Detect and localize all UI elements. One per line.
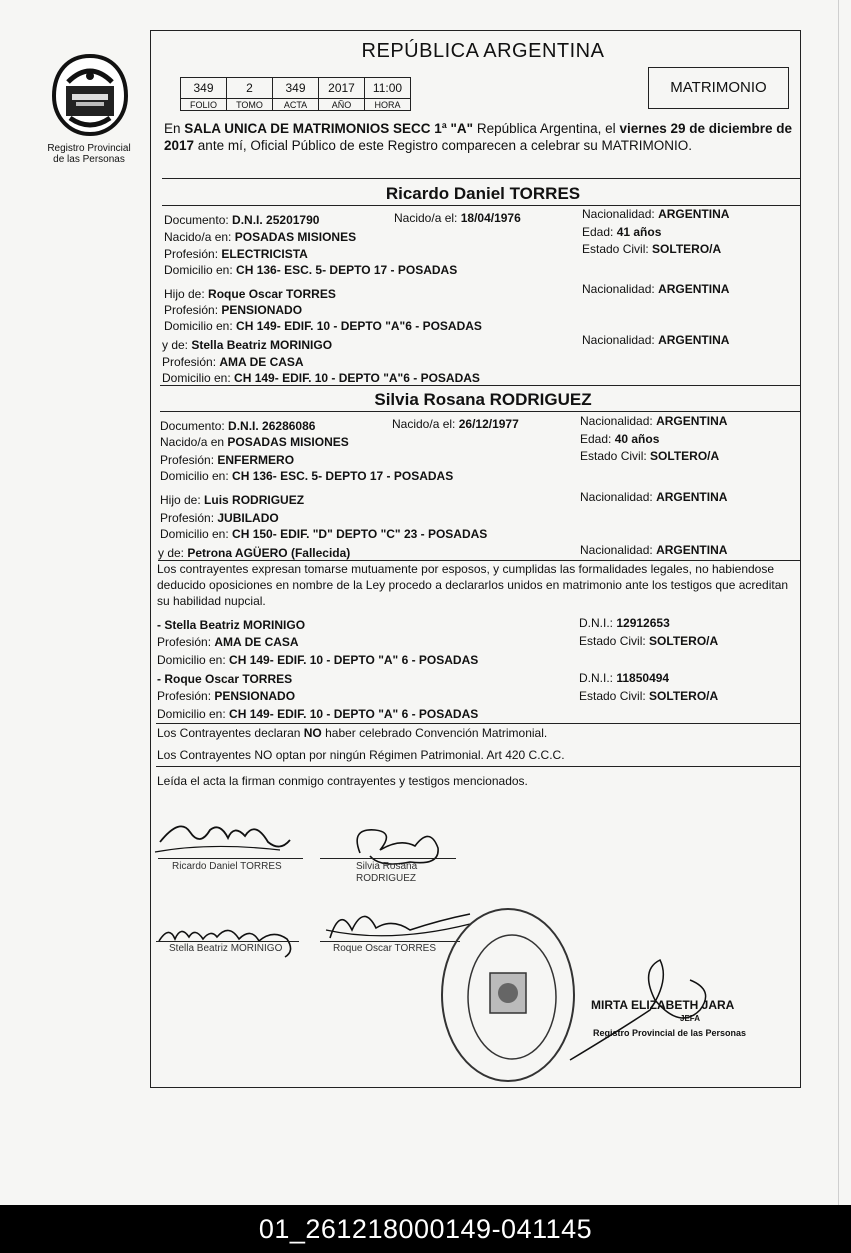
- spouse1-domicilio: Domicilio en: CH 136- ESC. 5- DEPTO 17 - POSADAS: [164, 263, 458, 277]
- divider: [162, 205, 801, 206]
- official-role: JEFA: [680, 1014, 701, 1023]
- witness2-dni: D.N.I.: 11850494: [579, 671, 670, 685]
- spouse2-domicilio: Domicilio en: CH 136- ESC. 5- DEPTO 17 - POSADAS: [160, 469, 454, 483]
- folio-label: FOLIO: [181, 99, 227, 111]
- divider: [156, 766, 801, 767]
- spouse2-profesion: Profesión: ENFERMERO: [160, 453, 295, 467]
- spouse2-padre-domicilio: Domicilio en: CH 150- EDIF. "D" DEPTO "C" 23 - POSADAS: [160, 527, 488, 541]
- signature-name-1: Ricardo Daniel TORRES: [172, 861, 282, 872]
- registry-name: [30, 143, 148, 165]
- signature-name-3: Stella Beatriz MORINIGO: [169, 943, 283, 954]
- page-edge: [838, 0, 839, 1205]
- official-office: Registro Provincial de las Personas: [593, 1028, 747, 1038]
- spouse1-padre-nacionalidad: Nacionalidad: ARGENTINA: [582, 282, 730, 296]
- signature-name-4: Roque Oscar TORRES: [333, 943, 437, 954]
- spouse2-documento: Documento: D.N.I. 26286086: [160, 419, 316, 433]
- spouse2-padre-profesion: Profesión: JUBILADO: [160, 511, 279, 525]
- regimen-text: Los Contrayentes NO optan por ningún Régimen Patrimonial. Art 420 C.C.C.: [157, 748, 565, 762]
- spouse1-padre: Hijo de: Roque Oscar TORRES: [164, 287, 336, 301]
- divider: [160, 385, 801, 386]
- footer-code: 01_261218000149-041145: [0, 1205, 851, 1253]
- spouse2-nacido-el: Nacido/a el: 26/12/1977: [392, 417, 519, 431]
- witness1-profesion: Profesión: AMA DE CASA: [157, 635, 299, 649]
- intro-date: viernes 29 de diciembre de 2017: [164, 121, 793, 153]
- intro-text-3: ante mí, Oficial Público de este Registro comparecen a celebrar su MATRIMONIO.: [194, 138, 692, 153]
- signature-stella-icon: [155, 915, 305, 961]
- spouse1-madre-domicilio: Domicilio en: CH 149- EDIF. 10 - DEPTO "A"6 - POSADAS: [162, 371, 480, 385]
- spouse2-nacionalidad: Nacionalidad: ARGENTINA: [580, 414, 728, 428]
- spouse2-padre: Hijo de: Luis RODRIGUEZ: [160, 493, 305, 507]
- document-type-box: MATRIMONIO: [648, 67, 789, 109]
- signature-name-2a: Silvia Rosana: [356, 861, 418, 872]
- declaration-paragraph: Los contrayentes expresan tomarse mutuamente por esposos, y cumplidas las formalidades legales, no habiendose deducido oposiciones en nombre de la Ley procedo a declararlos unidos en matrimonio ante los testigos que acreditan su habilidad nupcial.: [157, 562, 789, 608]
- spouse1-edad: Edad: 41 años: [582, 225, 662, 239]
- registry-name-line2: de las Personas: [53, 154, 125, 165]
- acta-value: 349: [273, 78, 319, 99]
- official-stamp-icon: [438, 905, 578, 1085]
- leida-text: Leída el acta la firman conmigo contrayentes y testigos mencionados.: [157, 774, 528, 788]
- witness2-profesion: Profesión: PENSIONADO: [157, 689, 296, 703]
- witness1-dni: D.N.I.: 12912653: [579, 616, 670, 630]
- divider: [162, 178, 801, 179]
- witness1-name: - Stella Beatriz MORINIGO: [157, 618, 306, 632]
- spouse1-documento: Documento: D.N.I. 25201790: [164, 213, 320, 227]
- intro-office: SALA UNICA DE MATRIMONIOS SECC 1ª "A": [184, 121, 474, 136]
- spouse2-madre: y de: Petrona AGÜERO (Fallecida): [158, 546, 351, 560]
- convencion-text: Los Contrayentes declaran NO haber celebrado Convención Matrimonial.: [157, 726, 548, 740]
- spouse1-madre: y de: Stella Beatriz MORINIGO: [162, 338, 333, 352]
- province-seal-icon: [50, 52, 130, 138]
- spouse1-madre-nacionalidad: Nacionalidad: ARGENTINA: [582, 333, 730, 347]
- spouse1-nacido-en: Nacido/a en: POSADAS MISIONES: [164, 230, 357, 244]
- tomo-value: 2: [227, 78, 273, 99]
- spouse1-madre-profesion: Profesión: AMA DE CASA: [162, 355, 304, 369]
- spouse2-estado-civil: Estado Civil: SOLTERO/A: [580, 449, 720, 463]
- divider: [160, 411, 801, 412]
- spouse1-profesion: Profesión: ELECTRICISTA: [164, 247, 308, 261]
- spouse1-nacionalidad: Nacionalidad: ARGENTINA: [582, 207, 730, 221]
- witness1-estado-civil: Estado Civil: SOLTERO/A: [579, 634, 719, 648]
- spouse1-padre-profesion: Profesión: PENSIONADO: [164, 303, 303, 317]
- intro-text-1: En: [164, 121, 185, 136]
- divider: [156, 723, 801, 724]
- spouse1-name: Ricardo Daniel TORRES: [385, 184, 581, 203]
- witness1-domicilio: Domicilio en: CH 149- EDIF. 10 - DEPTO "A" 6 - POSADAS: [157, 653, 479, 667]
- folio-value: 349: [181, 78, 227, 99]
- page-title: REPÚBLICA ARGENTINA: [361, 40, 605, 62]
- acta-label: ACTA: [273, 99, 319, 111]
- official-name: MIRTA ELIZABETH JARA: [591, 998, 735, 1012]
- record-codes-table: [180, 77, 411, 111]
- signature-line: [320, 858, 456, 859]
- tomo-label: TOMO: [227, 99, 273, 111]
- hora-label: HORA: [365, 99, 411, 111]
- spouse1-nacido-el: Nacido/a el: 18/04/1976: [394, 211, 521, 225]
- spouse2-edad: Edad: 40 años: [580, 432, 660, 446]
- intro-text-2: República Argentina, el: [473, 121, 620, 136]
- signature-name-2b: RODRIGUEZ: [356, 873, 416, 884]
- signature-line: [156, 941, 299, 942]
- witness2-name: - Roque Oscar TORRES: [157, 672, 293, 686]
- spouse1-padre-domicilio: Domicilio en: CH 149- EDIF. 10 - DEPTO "A"6 - POSADAS: [164, 319, 482, 333]
- spouse2-name: Silvia Rosana RODRIGUEZ: [374, 390, 592, 409]
- witness2-estado-civil: Estado Civil: SOLTERO/A: [579, 689, 719, 703]
- spouse1-estado-civil: Estado Civil: SOLTERO/A: [582, 242, 722, 256]
- anio-label: AÑO: [319, 99, 365, 111]
- hora-value: 11:00: [365, 78, 411, 99]
- spouse2-padre-nacionalidad: Nacionalidad: ARGENTINA: [580, 490, 728, 504]
- spouse2-madre-nacionalidad: Nacionalidad: ARGENTINA: [580, 543, 728, 557]
- intro-paragraph: [164, 120, 800, 154]
- anio-value: 2017: [319, 78, 365, 99]
- witness2-domicilio: Domicilio en: CH 149- EDIF. 10 - DEPTO "A" 6 - POSADAS: [157, 707, 479, 721]
- registry-name-line1: Registro Provincial: [47, 143, 131, 154]
- signature-ricardo-icon: [150, 812, 300, 862]
- signature-line: [158, 858, 303, 859]
- spouse2-nacido-en: Nacido/a en POSADAS MISIONES: [160, 435, 349, 449]
